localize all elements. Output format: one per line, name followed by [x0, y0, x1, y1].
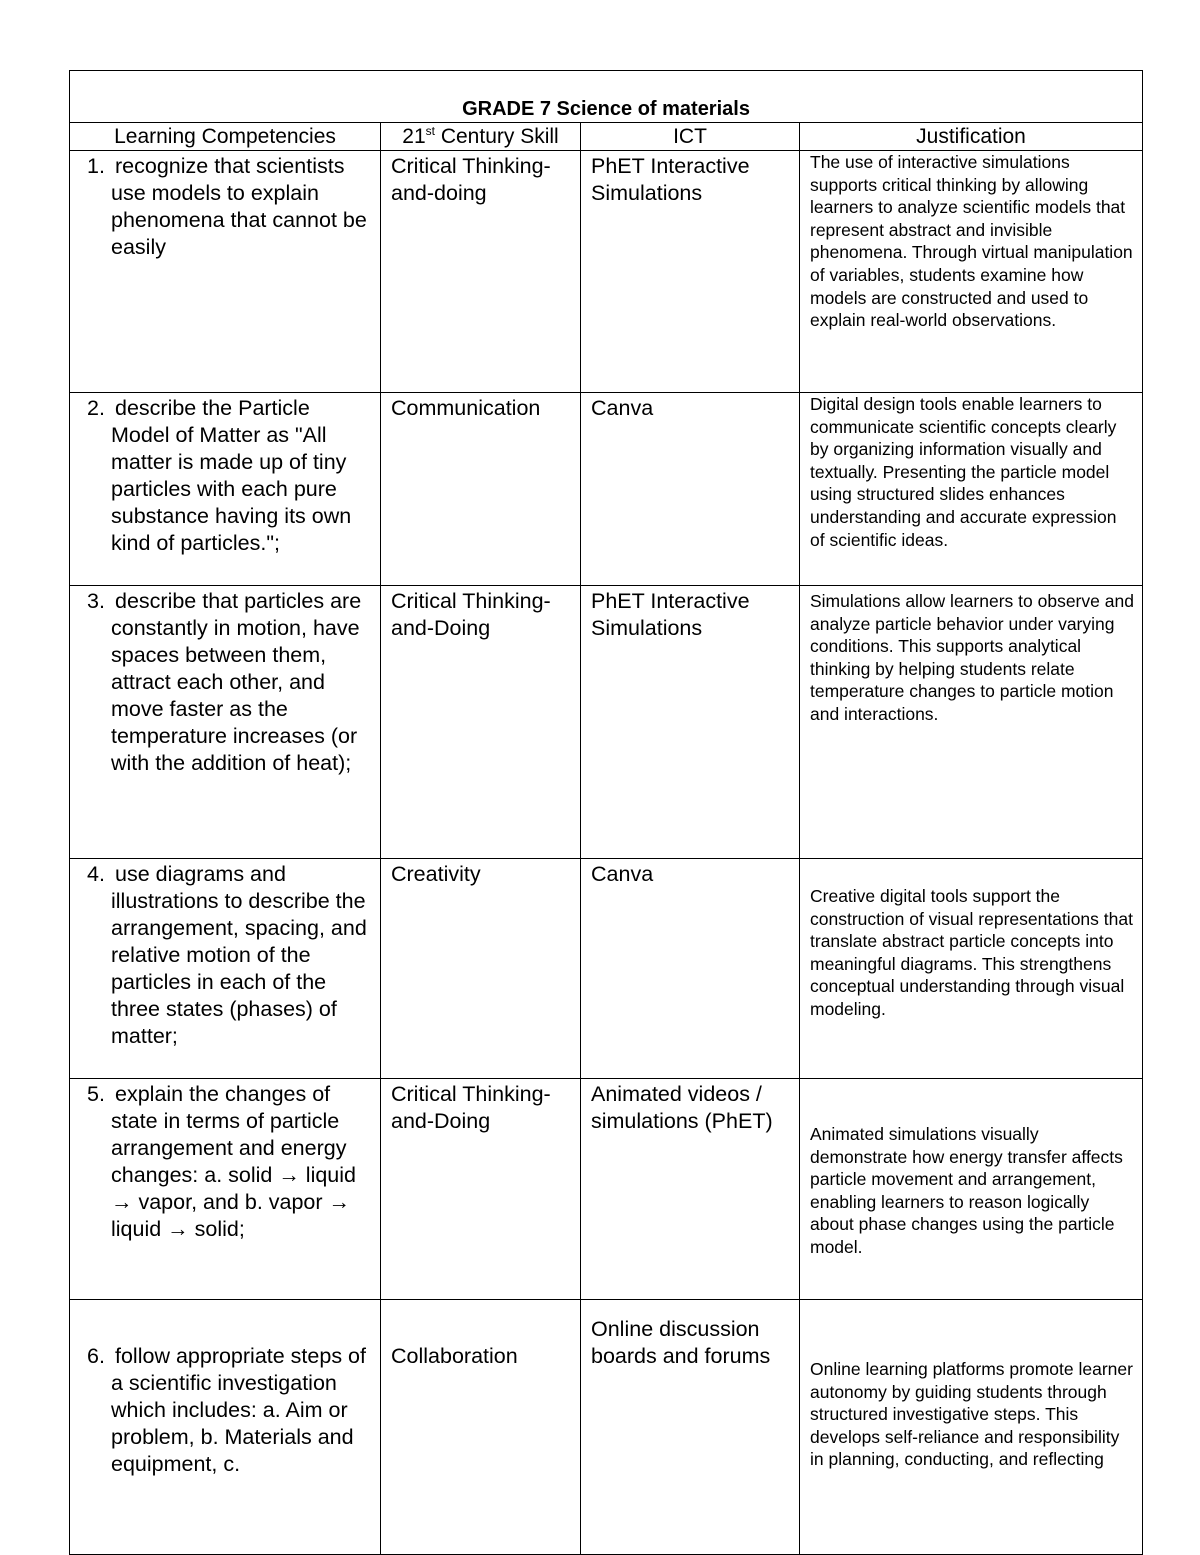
- competency-number: 1.: [87, 154, 105, 178]
- table-row: [70, 1079, 1143, 1300]
- header-learning-competencies: Learning Competencies: [70, 123, 381, 151]
- competency-text: follow appropriate steps of a scientific investigation which includes: a. Aim or problem, b. Materials and equipment, c.: [111, 1344, 366, 1476]
- skill-cell: Critical Thinking-and-doing: [381, 151, 581, 393]
- competency-table: [69, 70, 1143, 1555]
- title-row: [70, 71, 1143, 123]
- competency-cell: [70, 859, 381, 1079]
- table-row: [70, 1300, 1143, 1555]
- ict-cell: Canva: [581, 393, 800, 586]
- ict-cell: Animated videos / simulations (PhET): [581, 1079, 800, 1300]
- skill-cell: Critical Thinking-and-Doing: [381, 586, 581, 859]
- header-century-skill: [381, 123, 581, 151]
- header-row: [70, 123, 1143, 151]
- justification-cell: The use of interactive simulations supports critical thinking by allowing learners to analyze scientific models that represent abstract and invisible phenomena. Through virtual manipulation of variables, students examine how models are constructed and used to explain real-world observations.: [800, 151, 1143, 393]
- skill-cell: Critical Thinking-and-Doing: [381, 1079, 581, 1300]
- competency-text: recognize that scientists use models to explain phenomena that cannot be easily: [111, 154, 367, 259]
- table-row: [70, 586, 1143, 859]
- header-skill-sup: st: [425, 124, 435, 138]
- skill-cell: Communication: [381, 393, 581, 586]
- competency-number: 4.: [87, 862, 105, 886]
- competency-cell: [70, 393, 381, 586]
- justification-cell: Animated simulations visually demonstrate how energy transfer affects particle movement and arrangement, enabling learners to reason logically about phase changes using the particle model.: [800, 1079, 1143, 1300]
- competency-text: explain the changes of state in terms of particle arrangement and energy changes: a. solid → liquid → vapor, and b. vapor → liquid → solid;: [111, 1082, 357, 1241]
- competency-number: 3.: [87, 589, 105, 613]
- ict-cell: PhET Interactive Simulations: [581, 586, 800, 859]
- justification-cell: Simulations allow learners to observe and analyze particle behavior under varying conditions. This supports analytical thinking by helping students relate temperature changes to particle motion and interactions.: [800, 586, 1143, 859]
- table-row: [70, 859, 1143, 1079]
- table-row: [70, 151, 1143, 393]
- competency-cell: [70, 1300, 381, 1555]
- header-skill-suffix: Century Skill: [435, 125, 559, 148]
- table-row: [70, 393, 1143, 586]
- ict-cell: Canva: [581, 859, 800, 1079]
- ict-cell: PhET Interactive Simulations: [581, 151, 800, 393]
- competency-number: 6.: [87, 1344, 105, 1368]
- competency-cell: [70, 586, 381, 859]
- justification-cell: Creative digital tools support the construction of visual representations that translate abstract particle concepts into meaningful diagrams. This strengthens conceptual understanding through visual modeling.: [800, 859, 1143, 1079]
- competency-text: describe that particles are constantly in motion, have spaces between them, attract each other, and move faster as the temperature increases (or with the addition of heat);: [111, 589, 362, 775]
- skill-cell: Collaboration: [381, 1300, 581, 1555]
- competency-cell: [70, 1079, 381, 1300]
- justification-cell: Digital design tools enable learners to communicate scientific concepts clearly by organizing information visually and textually. Presenting the particle model using structured slides enhances understanding and accurate expression of scientific ideas.: [800, 393, 1143, 586]
- competency-number: 5.: [87, 1082, 105, 1106]
- header-justification: Justification: [800, 123, 1143, 151]
- competency-text: use diagrams and illustrations to describe the arrangement, spacing, and relative motion of the particles in each of the three states (phases) of matter;: [111, 862, 367, 1048]
- header-skill-prefix: 21: [402, 125, 426, 148]
- competency-cell: [70, 151, 381, 393]
- ict-cell: Online discussion boards and forums: [581, 1300, 800, 1555]
- competency-number: 2.: [87, 396, 105, 420]
- table-title: GRADE 7 Science of materials: [70, 71, 1143, 123]
- skill-cell: Creativity: [381, 859, 581, 1079]
- competency-text: describe the Particle Model of Matter as "All matter is made up of tiny particles with each pure substance having its own kind of particles.";: [111, 396, 352, 555]
- justification-cell: Online learning platforms promote learner autonomy by guiding students through structured investigative steps. This develops self-reliance and responsibility in planning, conducting, and reflecting: [800, 1300, 1143, 1555]
- header-ict: ICT: [581, 123, 800, 151]
